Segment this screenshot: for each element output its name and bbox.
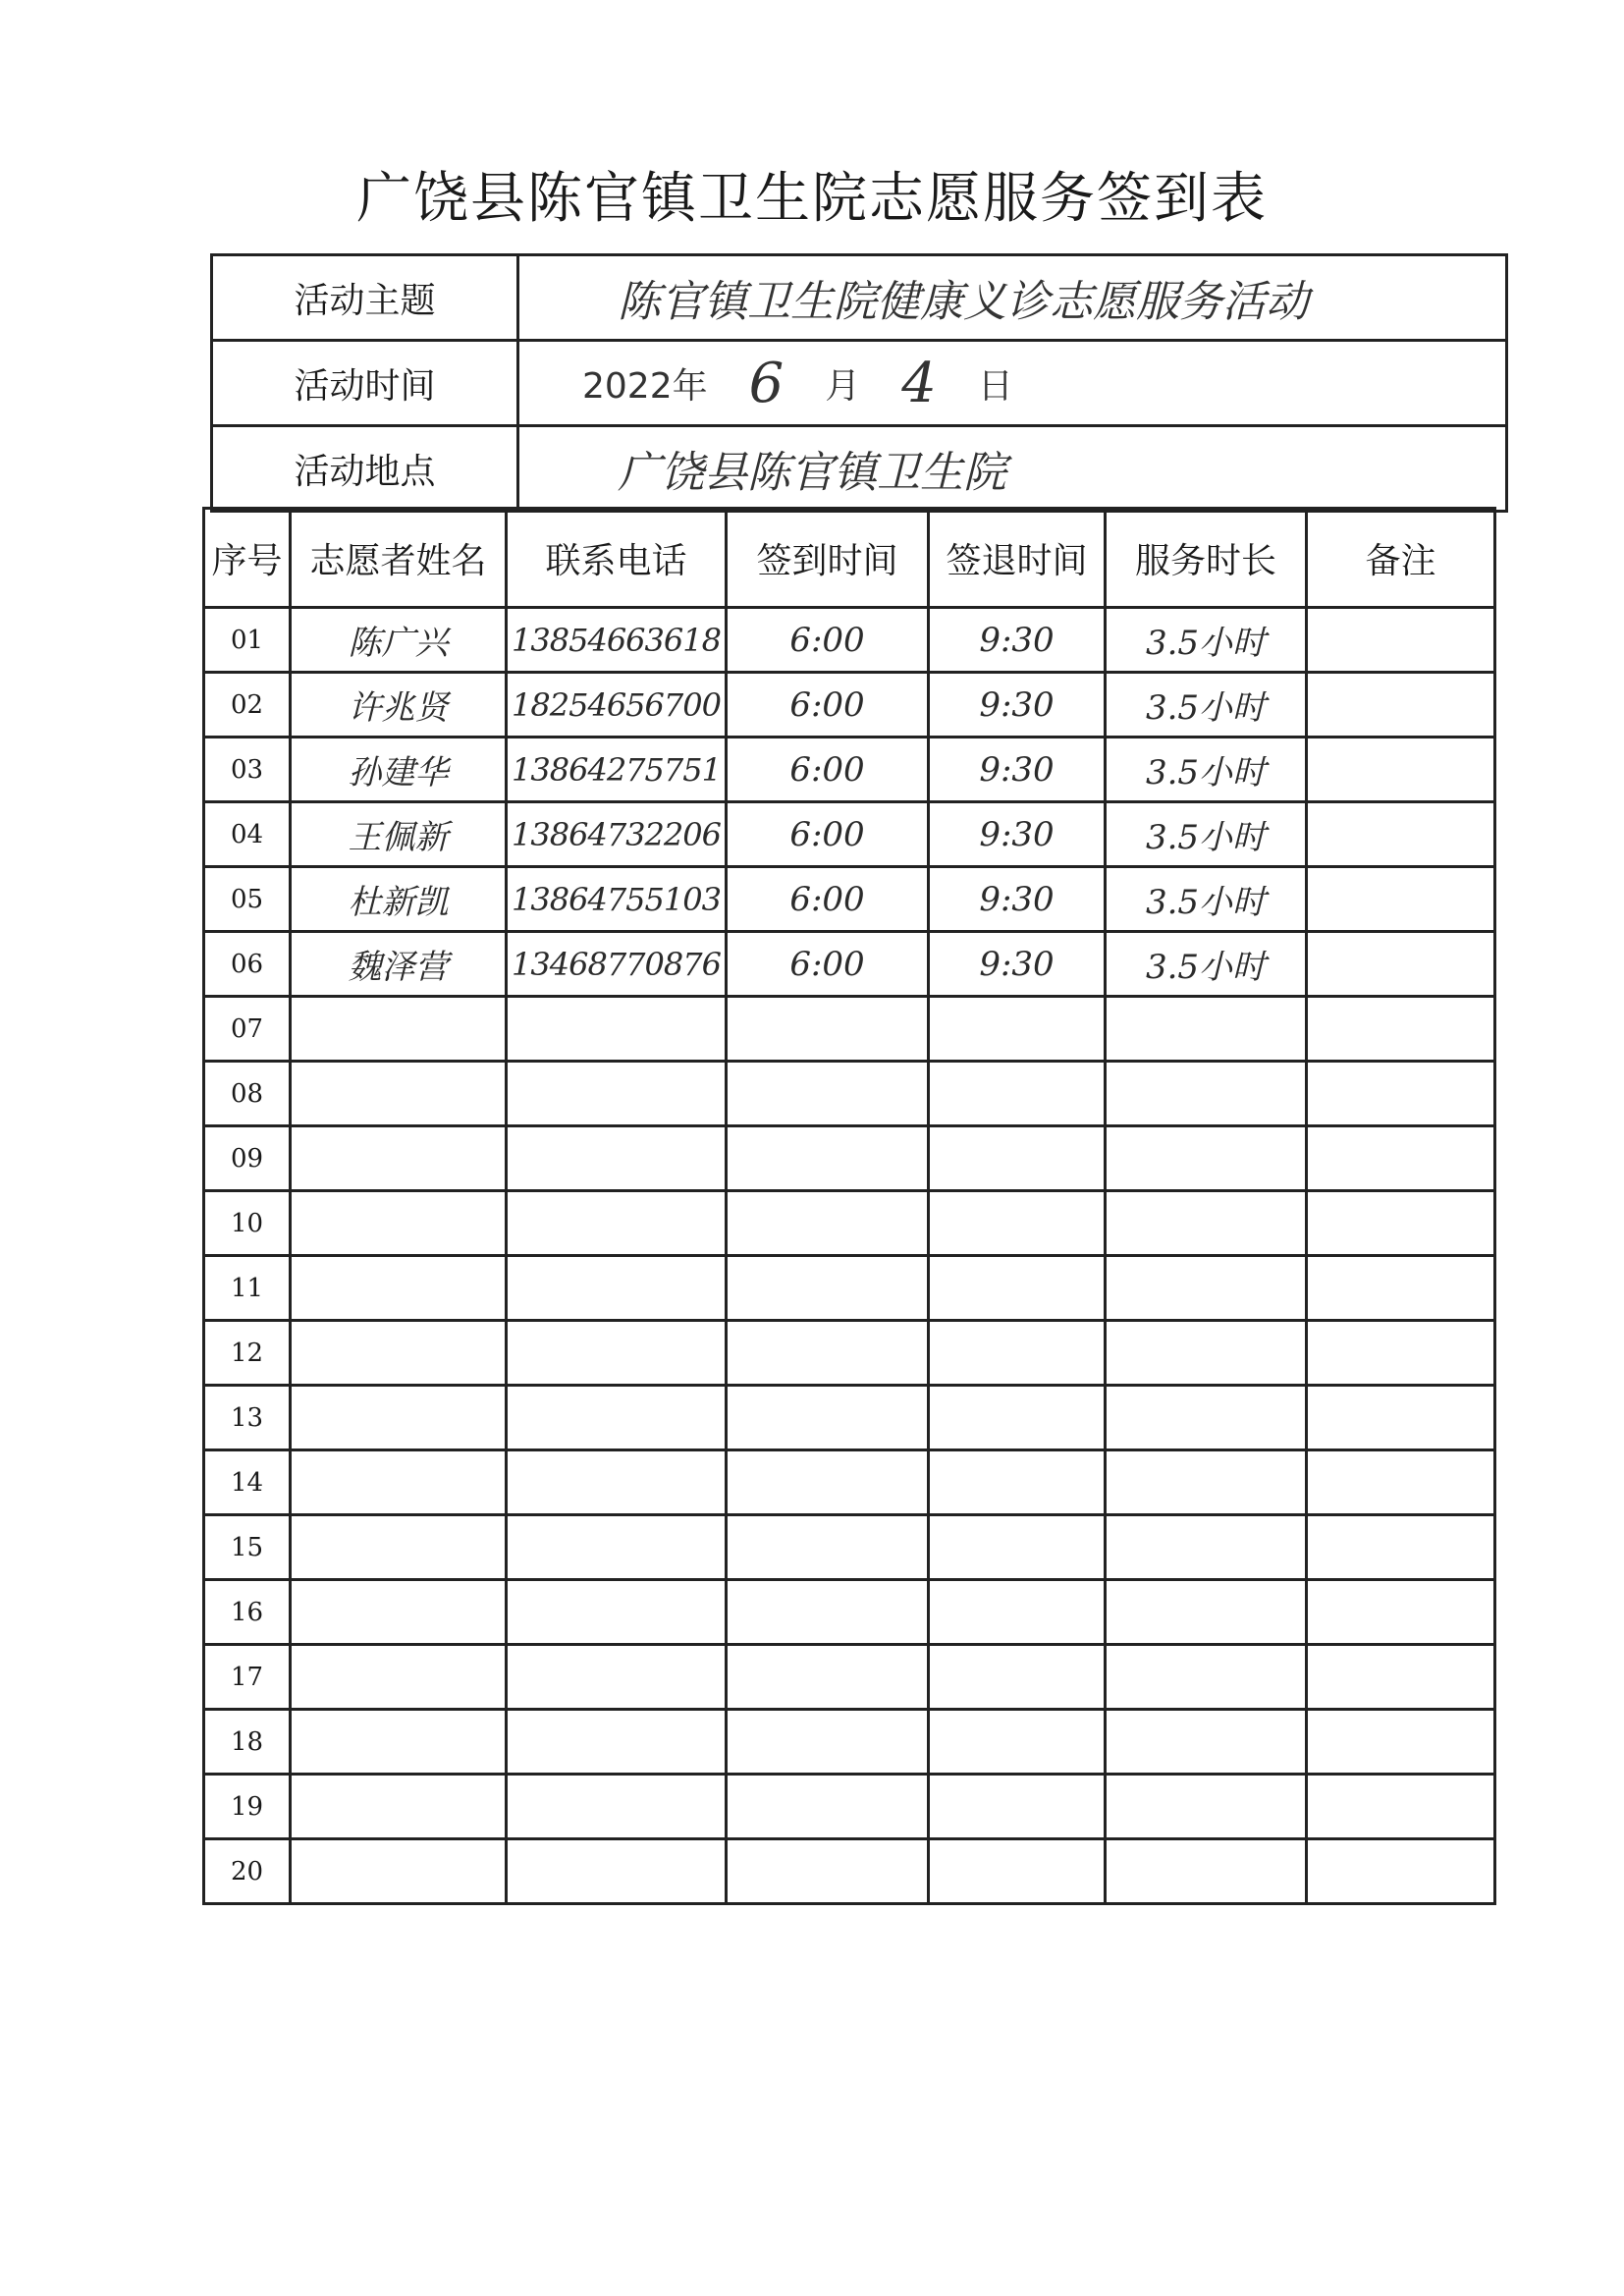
table-row [204, 867, 1495, 932]
service-duration-cell: 3.5小时 [1106, 802, 1307, 867]
sign-out-time-cell: 9:30 [929, 802, 1106, 867]
sign-out-time-cell: 9:30 [929, 673, 1106, 738]
volunteer-name-cell: 王佩新 [291, 802, 507, 867]
sign-out-time-cell [929, 1580, 1106, 1645]
service-duration-cell: 3.5小时 [1106, 608, 1307, 673]
note-cell [1307, 608, 1495, 673]
table-row [204, 1062, 1495, 1126]
sign-in-time-cell [727, 1515, 929, 1580]
volunteer-name-cell: 陈广兴 [291, 608, 507, 673]
sign-in-time-cell [727, 1126, 929, 1191]
volunteer-name-cell [291, 1645, 507, 1710]
volunteer-name-cell [291, 1191, 507, 1256]
table-row [204, 1775, 1495, 1839]
row-number: 11 [204, 1256, 291, 1321]
phone-cell [507, 1191, 727, 1256]
note-cell [1307, 738, 1495, 802]
row-number: 12 [204, 1321, 291, 1386]
volunteer-name-cell [291, 1710, 507, 1775]
note-cell [1307, 802, 1495, 867]
sign-out-time-cell [929, 1126, 1106, 1191]
service-duration-cell [1106, 1710, 1307, 1775]
table-row [204, 673, 1495, 738]
note-cell [1307, 1386, 1495, 1450]
phone-cell: 13468770876 [507, 932, 727, 997]
row-number: 02 [204, 673, 291, 738]
sign-in-time-cell [727, 1580, 929, 1645]
sign-in-time-cell: 6:00 [727, 867, 929, 932]
date-year-text: 2022年 [582, 365, 708, 407]
service-duration-cell: 3.5小时 [1106, 932, 1307, 997]
table-row [204, 997, 1495, 1062]
column-header: 联系电话 [507, 509, 727, 608]
service-duration-cell [1106, 1515, 1307, 1580]
table-row [204, 1450, 1495, 1515]
phone-cell [507, 1775, 727, 1839]
volunteer-name-cell [291, 1126, 507, 1191]
table-row [204, 932, 1495, 997]
phone-cell: 13864755103 [507, 867, 727, 932]
activity-time-row [212, 341, 1507, 426]
note-cell [1307, 997, 1495, 1062]
phone-cell [507, 1645, 727, 1710]
activity-topic-row [212, 255, 1507, 341]
service-duration-cell [1106, 1839, 1307, 1904]
note-cell [1307, 1256, 1495, 1321]
volunteer-name-cell [291, 997, 507, 1062]
date-day-unit: 日 [977, 365, 1013, 407]
row-number: 01 [204, 608, 291, 673]
phone-cell [507, 1710, 727, 1775]
note-cell [1307, 1321, 1495, 1386]
phone-cell [507, 1062, 727, 1126]
phone-cell [507, 1839, 727, 1904]
service-duration-cell [1106, 1386, 1307, 1450]
sign-out-time-cell [929, 1645, 1106, 1710]
note-cell [1307, 932, 1495, 997]
volunteer-name-cell [291, 1580, 507, 1645]
service-duration-cell [1106, 1775, 1307, 1839]
sign-out-time-cell [929, 997, 1106, 1062]
sign-in-time-cell: 6:00 [727, 802, 929, 867]
page-title: 广饶县陈官镇卫生院志愿服务签到表 [356, 167, 1268, 231]
note-cell [1307, 1580, 1495, 1645]
activity-location-row [212, 426, 1507, 512]
date-month-value: 6 [748, 351, 785, 415]
table-body [204, 608, 1495, 1904]
service-duration-cell: 3.5小时 [1106, 673, 1307, 738]
service-duration-cell: 3.5小时 [1106, 867, 1307, 932]
sign-in-time-cell [727, 1450, 929, 1515]
sign-in-time-cell: 6:00 [727, 673, 929, 738]
note-cell [1307, 1710, 1495, 1775]
note-cell [1307, 1126, 1495, 1191]
table-row [204, 1515, 1495, 1580]
service-duration-cell [1106, 1062, 1307, 1126]
column-header: 备注 [1307, 509, 1495, 608]
volunteer-name-cell [291, 1256, 507, 1321]
volunteer-table [202, 507, 1496, 1905]
sign-in-time-cell: 6:00 [727, 932, 929, 997]
column-header: 签到时间 [727, 509, 929, 608]
phone-cell [507, 1580, 727, 1645]
phone-cell: 13854663618 [507, 608, 727, 673]
note-cell [1307, 867, 1495, 932]
column-header: 序号 [204, 509, 291, 608]
sign-in-time-cell [727, 1321, 929, 1386]
table-row [204, 1839, 1495, 1904]
sign-in-time-cell [727, 997, 929, 1062]
sign-out-time-cell [929, 1839, 1106, 1904]
service-duration-cell [1106, 1580, 1307, 1645]
phone-cell [507, 1126, 727, 1191]
row-number: 18 [204, 1710, 291, 1775]
service-duration-cell [1106, 1126, 1307, 1191]
phone-cell [507, 1515, 727, 1580]
table-row [204, 608, 1495, 673]
activity-location-value: 广饶县陈官镇卫生院 [518, 426, 1507, 512]
service-duration-cell: 3.5小时 [1106, 738, 1307, 802]
note-cell [1307, 1645, 1495, 1710]
phone-cell [507, 1321, 727, 1386]
row-number: 15 [204, 1515, 291, 1580]
row-number: 20 [204, 1839, 291, 1904]
note-cell [1307, 1515, 1495, 1580]
sign-out-time-cell [929, 1775, 1106, 1839]
phone-cell: 13864732206 [507, 802, 727, 867]
table-row [204, 1321, 1495, 1386]
sign-in-time-cell [727, 1256, 929, 1321]
column-header: 签退时间 [929, 509, 1106, 608]
sign-in-time-cell [727, 1775, 929, 1839]
sign-in-time-cell [727, 1645, 929, 1710]
row-number: 06 [204, 932, 291, 997]
volunteer-name-cell: 孙建华 [291, 738, 507, 802]
volunteer-name-cell [291, 1062, 507, 1126]
note-cell [1307, 1839, 1495, 1904]
activity-time-value [518, 341, 1507, 426]
activity-location-label: 活动地点 [212, 426, 518, 512]
sign-out-time-cell [929, 1191, 1106, 1256]
row-number: 04 [204, 802, 291, 867]
volunteer-name-cell: 许兆贤 [291, 673, 507, 738]
volunteer-name-cell [291, 1775, 507, 1839]
sign-out-time-cell [929, 1450, 1106, 1515]
row-number: 17 [204, 1645, 291, 1710]
sign-in-time-cell [727, 1062, 929, 1126]
table-header-row [204, 509, 1495, 608]
table-row [204, 1645, 1495, 1710]
sign-out-time-cell [929, 1321, 1106, 1386]
note-cell [1307, 1062, 1495, 1126]
row-number: 10 [204, 1191, 291, 1256]
sign-in-time-cell [727, 1191, 929, 1256]
row-number: 03 [204, 738, 291, 802]
row-number: 08 [204, 1062, 291, 1126]
sign-out-time-cell [929, 1256, 1106, 1321]
sign-out-time-cell: 9:30 [929, 867, 1106, 932]
phone-cell: 18254656700 [507, 673, 727, 738]
table-row [204, 1126, 1495, 1191]
activity-info-table [210, 253, 1508, 513]
service-duration-cell [1106, 997, 1307, 1062]
activity-topic-value: 陈官镇卫生院健康义诊志愿服务活动 [518, 255, 1507, 341]
service-duration-cell [1106, 1191, 1307, 1256]
service-duration-cell [1106, 1321, 1307, 1386]
phone-cell: 13864275751 [507, 738, 727, 802]
sign-in-time-cell: 6:00 [727, 738, 929, 802]
volunteer-name-cell: 杜新凯 [291, 867, 507, 932]
row-number: 14 [204, 1450, 291, 1515]
phone-cell [507, 1450, 727, 1515]
note-cell [1307, 1775, 1495, 1839]
row-number: 13 [204, 1386, 291, 1450]
table-row [204, 1580, 1495, 1645]
table-row [204, 738, 1495, 802]
table-row [204, 802, 1495, 867]
service-duration-cell [1106, 1645, 1307, 1710]
date-day-value: 4 [901, 351, 937, 415]
row-number: 07 [204, 997, 291, 1062]
sign-in-time-cell [727, 1710, 929, 1775]
table-row [204, 1256, 1495, 1321]
sign-out-time-cell [929, 1515, 1106, 1580]
service-duration-cell [1106, 1450, 1307, 1515]
volunteer-name-cell [291, 1321, 507, 1386]
phone-cell [507, 1256, 727, 1321]
column-header: 服务时长 [1106, 509, 1307, 608]
column-header: 志愿者姓名 [291, 509, 507, 608]
phone-cell [507, 1386, 727, 1450]
sign-out-time-cell [929, 1386, 1106, 1450]
row-number: 09 [204, 1126, 291, 1191]
date-month-unit: 月 [825, 365, 861, 407]
activity-time-label: 活动时间 [212, 341, 518, 426]
table-row [204, 1386, 1495, 1450]
phone-cell [507, 997, 727, 1062]
volunteer-name-cell: 魏泽营 [291, 932, 507, 997]
sign-out-time-cell: 9:30 [929, 738, 1106, 802]
note-cell [1307, 673, 1495, 738]
note-cell [1307, 1450, 1495, 1515]
row-number: 05 [204, 867, 291, 932]
service-duration-cell [1106, 1256, 1307, 1321]
sign-in-time-cell [727, 1839, 929, 1904]
table-row [204, 1191, 1495, 1256]
sign-in-time-cell [727, 1386, 929, 1450]
table-row [204, 1710, 1495, 1775]
volunteer-name-cell [291, 1450, 507, 1515]
note-cell [1307, 1191, 1495, 1256]
sign-in-time-cell: 6:00 [727, 608, 929, 673]
volunteer-name-cell [291, 1515, 507, 1580]
activity-topic-label: 活动主题 [212, 255, 518, 341]
sign-out-time-cell: 9:30 [929, 932, 1106, 997]
sign-out-time-cell [929, 1062, 1106, 1126]
sign-out-time-cell: 9:30 [929, 608, 1106, 673]
sign-out-time-cell [929, 1710, 1106, 1775]
volunteer-name-cell [291, 1839, 507, 1904]
row-number: 16 [204, 1580, 291, 1645]
volunteer-name-cell [291, 1386, 507, 1450]
row-number: 19 [204, 1775, 291, 1839]
